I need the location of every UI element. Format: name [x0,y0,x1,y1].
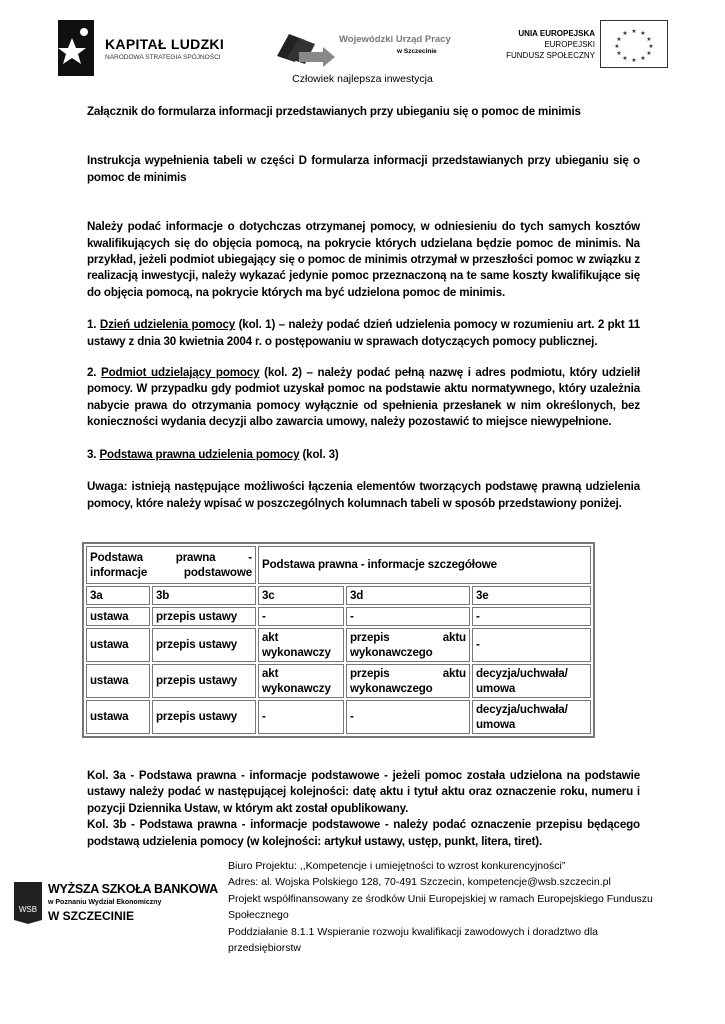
point-number: 3. [87,447,100,461]
table-cell: przepis aktu wykonawczego [346,664,470,698]
table-cell: przepis aktu wykonawczego [346,628,470,662]
svg-text:★: ★ [616,51,622,57]
svg-text:★: ★ [622,31,628,37]
table-row [86,607,591,626]
footer [0,858,725,966]
table-cell: decyzja/uchwała/ umowa [472,664,591,698]
footer-line: Projekt współfinansowany ze środków Unii Europejskiej w ramach Europejskiego Funduszu Społecznego [228,892,653,922]
table-columns-row [86,586,591,605]
column-header: 3e [472,586,591,605]
table-cell: ustawa [86,628,150,662]
document-title: Załącznik do formularza informacji przedstawianych przy ubieganiu się o pomoc de minimis [87,105,581,118]
kol-3a-paragraph: Kol. 3a - Podstawa prawna - informacje podstawowe - jeżeli pomoc została udzielona na podstawie ustawy należy podać w następującej kolejności: datę aktu i tytuł aktu oraz oznaczenie roku, numeru i pozycji Dziennika Ustaw, w którym akt został opublikowany. [87,768,640,815]
ue-line: FUNDUSZ SPOŁECZNY [506,51,595,60]
wsb-faculty: w Poznaniu Wydział Ekonomiczny [48,898,162,906]
point-text: (kol. 2) – należy podać pełną nazwę i adres podmiotu, który udzielił pomocy. W przypadku gdy podmiot uzyskał pomoc na podstawie aktu normatywnego, który uzależnia nabycie prawa do otrzymania pomocy wyłącznie od spełnienia przesłanek w nim określonych, bez konieczności wydania decyzji albo zawarcia umowy, należy pozostawić to miejsce niewypełnione. [87,366,640,429]
table-cell: ustawa [86,664,150,698]
motto: Człowiek najlepsza inwestycja [292,73,433,85]
table-cell: ustawa [86,607,150,626]
svg-text:★: ★ [646,37,652,43]
point-text: (kol. 1) – należy podać dzień udzielenia pomocy w rozumieniu art. 2 pkt 11 ustawy z dnia 30 kwietnia 2004 r. o postępowaniu w sprawach dotyczących pomocy publicznej. [87,318,641,348]
table-row [86,628,591,662]
table-cell: akt wykonawczy [258,664,344,698]
column-header: 3a [86,586,150,605]
ue-line: EUROPEJSKI [544,40,595,49]
wup-subtitle: w Szczecinie [397,48,437,55]
svg-text:★: ★ [646,51,652,57]
table-row [86,700,591,734]
footer-line: Biuro Projektu: ,,Kompetencje i umiejętności to wzrost konkurencyjności” [228,859,566,872]
footer-line: Poddziałanie 8.1.1 Wspieranie rozwoju kwalifikacji zawodowych i doradztwo dla przedsiębiorstw [228,925,599,954]
table-cell: decyzja/uchwała/ umowa [472,700,591,734]
svg-text:WSB: WSB [18,904,38,914]
ue-line: UNIA EUROPEJSKA [518,29,595,38]
table-cell: przepis ustawy [152,664,256,698]
document-body [87,0,640,850]
footer-line: Adres: al. Wojska Polskiego 128, 70-491 Szczecin, kompetencje@wsb.szczecin.pl [228,876,611,889]
column-header: 3d [346,586,470,605]
svg-text:★: ★ [622,56,628,62]
table-cell: - [258,700,344,734]
point-2 [87,365,640,431]
svg-text:★: ★ [648,44,654,50]
intro-paragraph: Należy podać informacje o dotychczas otrzymanej pomocy, w odniesieniu do tych samych kosztów kwalifikujących się do objęcia pomocą, na pokrycie których udzielana będzie pomoc de minimis. Na przykład, jeżeli podmiot ubiegający się o pomoc de minimis otrzymał w przeszłości pomoc w związku z realizacją inwestycji, należy wykazać jedynie pomoc przeznaczoną na te same koszty kwalifikujące się do objęcia pomocą, na pokrycie których ma być udzielona pomoc de minimis. [87,220,640,299]
column-header: 3c [258,586,344,605]
svg-text:★: ★ [616,37,622,43]
svg-text:★: ★ [631,58,637,64]
footer-text [228,858,668,956]
legal-basis-table [82,542,595,738]
table-cell: przepis ustawy [152,607,256,626]
table-row [86,664,591,698]
instruction-heading: Instrukcja wypełnienia tabeli w części D formularza informacji przedstawianych przy ubieganiu się o pomoc de minimis [87,154,640,184]
wsb-mark-icon [12,880,46,926]
point-term: Podstawa prawna udzielenia pomocy [99,447,300,461]
note-paragraph: Uwaga: istnieją następujące możliwości łączenia elementów tworzących podstawę prawną udzielenia pomocy, które należy wpisać w poszczególnych kolumnach tabeli w sposób przedstawiony poniżej. [87,480,640,510]
wsb-name: WYŻSZA SZKOŁA BANKOWA [48,881,218,896]
svg-text:★: ★ [614,44,620,50]
table-cell: akt wykonawczy [258,628,344,662]
svg-text:★: ★ [640,56,646,62]
svg-text:★: ★ [631,29,637,35]
kapital-title: KAPITAŁ LUDZKI [105,36,225,52]
point-number: 2. [87,366,102,380]
table-cell: - [472,607,591,626]
point-3 [87,447,640,463]
wup-title: Wojewódzki Urząd Pracy [339,34,451,45]
point-term: Dzień udzielenia pomocy [99,318,236,332]
point-text: (kol. 3) [299,447,339,461]
column-header: 3b [152,586,256,605]
table-cell: - [346,700,470,734]
header-cell: Podstawa prawna - informacje podstawowe [86,546,256,584]
table-cell: - [346,607,470,626]
kapital-subtitle: NARODOWA STRATEGIA SPÓJNOŚCI [105,54,221,61]
point-number: 1. [87,318,100,332]
point-1 [87,317,640,350]
svg-text:★: ★ [640,31,646,37]
wsb-city: W SZCZECINIE [48,908,134,923]
table-cell: przepis ustawy [152,628,256,662]
header-cell: Podstawa prawna - informacje szczegółowe [258,546,591,584]
table-cell: - [472,628,591,662]
kol-3b-paragraph: Kol. 3b - Podstawa prawna - informacje podstawowe - należy podać oznaczenie przepisu będącego podstawą udzielenia pomocy (w kolejności: artykuł ustawy, ustęp, punkt, litera, tiret). [87,818,640,848]
point-term: Podmiot udzielający pomocy [101,366,260,380]
table-cell: ustawa [86,700,150,734]
table-cell: - [258,607,344,626]
table-cell: przepis ustawy [152,700,256,734]
wsb-logo [12,880,224,930]
table-header-row [86,546,591,584]
